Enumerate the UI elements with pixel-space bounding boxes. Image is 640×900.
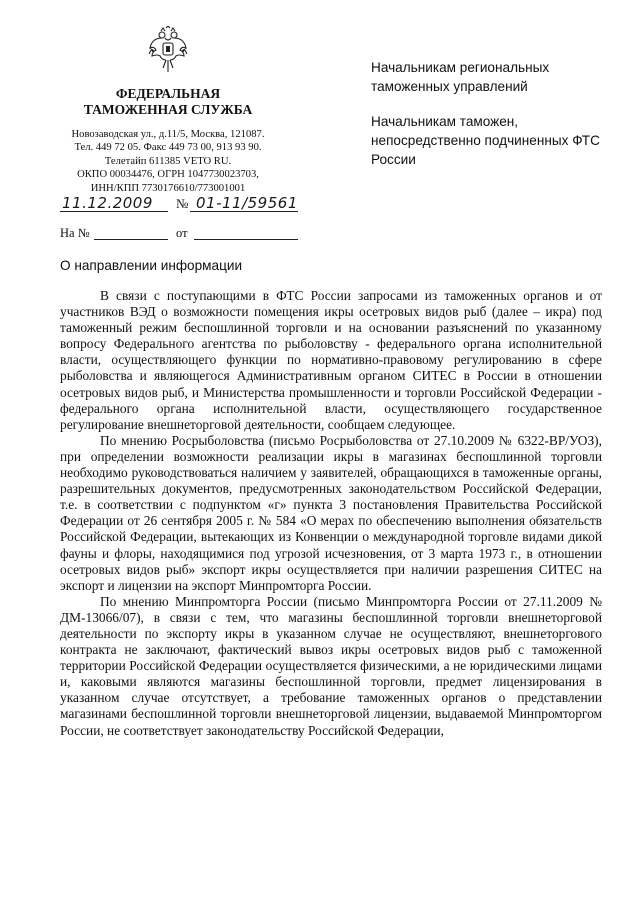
letter-body [60,288,602,739]
address-line: Новозаводская ул., д.11/5, Москва, 121087. [71,129,265,140]
body-paragraph: По мнению Минпромторга России (письмо Минпромторга России от 27.11.2009 № ДМ-13066/07), в связи с тем, что магазины беспошлинной торговли внешнеторговой деятельности по экспорту икры в указанном случае не осуществляют, внешнеторгового контракта не заключают, фактический вывоз икры осетровых видов рыб с таможенной территории Российской Федерации осуществляется физическими, а не юридическими лицами и, каковыми являются магазины беспошлинной торговли, предмет лицензирования в указанном случае отсутствует, а требование таможенных органов о представлении магазинами беспошлинной торговли внешнеторговой лицензии, выдаваемой Минпромторгом России, не соответствует законодательству Российской Федерации, [60,593,602,738]
registration-line [60,196,300,216]
addressee-block [371,58,611,185]
number-underline [190,211,298,212]
addressee: Начальникам региональных таможенных управлений [371,60,550,94]
reference-from-label: от [176,226,188,240]
address-line: Тел. 449 72 05. Факс 449 73 00, 913 93 90. [74,142,262,154]
org-name-line: ТАМОЖЕННАЯ СЛУЖБА [83,102,253,117]
date-underline [60,211,168,212]
addressee: Начальникам таможен, непосредственно подчиненных ФТС России [371,114,600,167]
address-line: ОКПО 00034476, ОГРН 1047730023703, [77,169,259,181]
reference-line [60,226,300,244]
coat-of-arms-icon [148,26,188,74]
letter-date: 11.12.2009 [62,194,153,212]
letter-number: 01-11/59561 [196,194,298,212]
body-paragraph: В связи с поступающими в ФТС России запросами из таможенных органов и от участников ВЭД о возможности помещения икры осетровых видов рыб (далее – икра) под таможенный режим беспошлинной торговли и на основании разъяснений по указанному вопросу Федерального агентства по рыболовству - федерального органа исполнительной власти, осуществляющего функции по нормативно-правовому регулированию в сфере рыболовства и являющегося Административным органом СИТЕС в России в отношении осетровых видов рыб, и Министерства промышленности и торговли Российской Федерации - федерального органа исполнительной власти, осуществляющего государственное регулирование внешнеторговой деятельности, сообщаем следующее. [60,288,602,432]
organization-address [54,128,282,195]
address-line: Телетайп 611385 VETO RU. [104,155,232,167]
org-name-line: ФЕДЕРАЛЬНАЯ [115,86,221,101]
reference-number-blank [94,239,168,240]
letter-subject: О направлении информации [60,258,243,273]
body-paragraph: По мнению Росрыболовства (письмо Росрыболовства от 27.10.2009 № 6322-ВР/УОЗ), при определении возможности реализации икры в магазинах беспошлинной торговли необходимо руководствоваться наличием у заявителей, обращающихся в таможенные органы, разрешительных документов, предусмотренных законодательством Российской Федерации, т.е. в соответствии с подпунктом «г» пункта 3 постановления Правительства Российской Федерации от 26 сентября 2005 г. № 584 «О мерах по обеспечению выполнения обязательств Российской Федерации, вытекающих из Конвенции о международной торговле видами дикой фауны и флоры, находящимися под угрозой исчезновения, от 3 марта 1973 г., в отношении осетровых видов рыб» экспорт икры осуществляется при наличии разрешения СИТЕС на экспорт и лицензии на экспорт Минпромторга России. [60,432,602,593]
reference-label: На № [60,226,90,240]
organization-name [54,86,282,118]
address-line: ИНН/КПП 7730176610/773001001 [90,182,246,194]
number-label: № [176,196,189,211]
reference-date-blank [194,239,298,240]
